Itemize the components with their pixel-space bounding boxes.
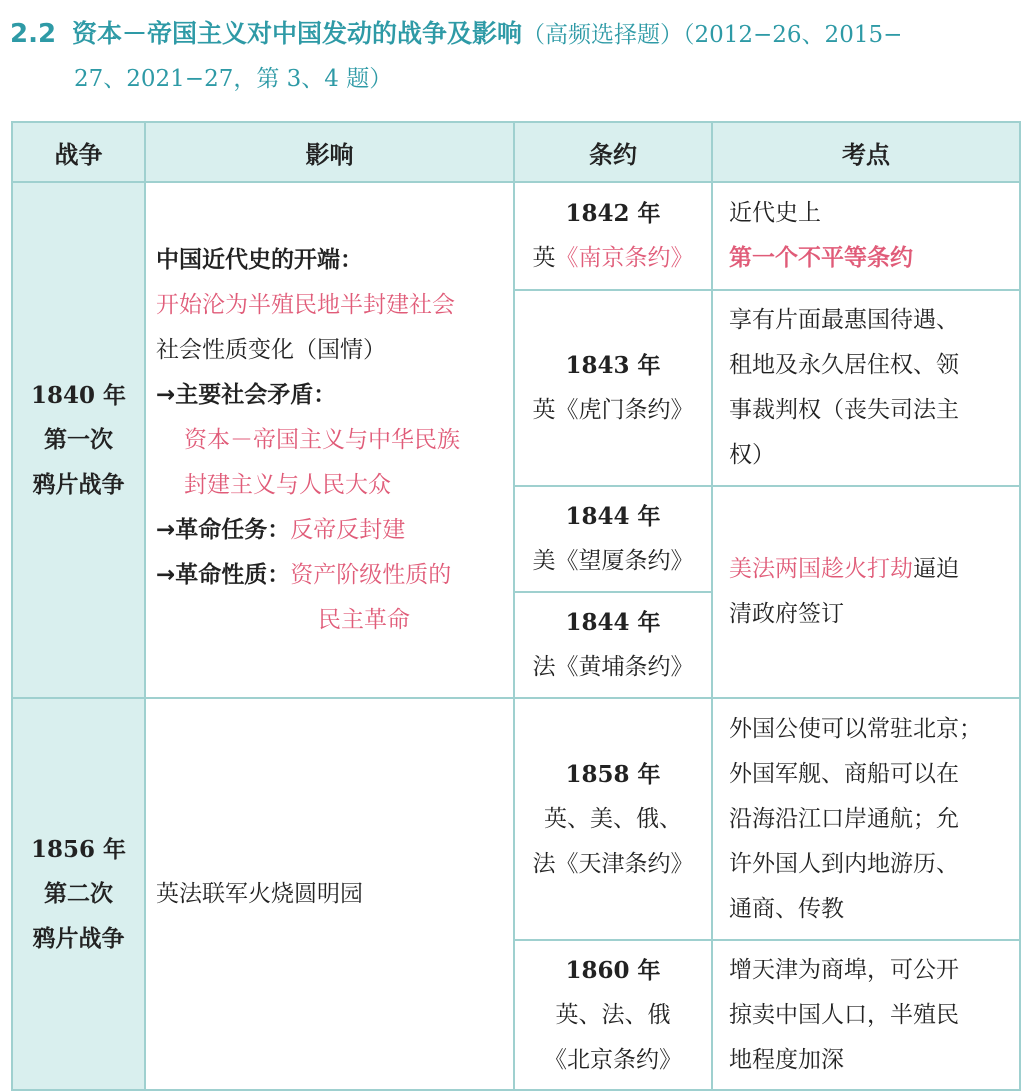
treaty-party: 英 — [532, 397, 556, 423]
header-point: 考点 — [712, 122, 1020, 182]
war-name: 鸦片战争 — [32, 925, 125, 952]
treaty-name: 《南京条约》 — [555, 245, 694, 271]
point-cell — [712, 486, 1020, 698]
point-text: 近代史上 — [729, 200, 821, 226]
header-impact: 影响 — [145, 122, 514, 182]
treaty-year: 1860 年 — [565, 956, 661, 984]
treaty-year: 1858 年 — [565, 760, 661, 788]
point-text: 许外国人到内地游历、 — [729, 850, 959, 877]
impact-cell-first — [145, 182, 514, 698]
section-number: 2.2 — [10, 19, 57, 49]
treaty-cell — [514, 698, 712, 940]
point-text: 增天津为商埠，可公开 — [729, 956, 959, 983]
war-year: 1840 年 — [30, 381, 127, 409]
treaty-cell — [514, 182, 712, 290]
point-text: 逼迫 — [913, 556, 959, 582]
point-text: 享有片面最惠国待遇、 — [729, 307, 959, 333]
point-text: 外国军舰、商船可以在 — [729, 760, 959, 787]
point-highlight: 第一个不平等条约 — [729, 245, 913, 271]
section-heading — [10, 12, 1020, 101]
treaty-year: 1842 年 — [565, 200, 661, 227]
treaty-name: 法《天津条约》 — [532, 850, 694, 877]
impact-label: →革命性质： — [156, 561, 291, 588]
wars-table — [11, 121, 1021, 1091]
impact-text: 社会性质变化（国情） — [156, 336, 386, 363]
treaty-party: 英、美、俄、 — [544, 805, 682, 832]
treaty-cell — [514, 486, 712, 592]
point-text: 掠卖中国人口，半殖民 — [729, 1001, 959, 1028]
impact-highlight: 开始沦为半殖民地半封建社会 — [156, 291, 455, 318]
treaty-year: 1844 年 — [565, 503, 661, 530]
impact-text: 英法联军火烧圆明园 — [156, 880, 363, 907]
point-text: 权） — [729, 442, 775, 468]
war-name: 鸦片战争 — [32, 471, 125, 498]
treaty-cell — [514, 290, 712, 486]
point-text: 事裁判权（丧失司法主 — [729, 397, 959, 423]
treaty-name: 《北京条约》 — [544, 1046, 682, 1073]
impact-highlight: 民主革命 — [318, 606, 410, 633]
impact-highlight: 资产阶级性质的 — [290, 561, 452, 588]
impact-highlight: 资本－帝国主义与中华民族 — [184, 426, 460, 453]
war-year: 1856 年 — [30, 835, 127, 863]
point-text: 租地及永久居住权、领 — [729, 352, 959, 378]
war-name: 第二次 — [44, 880, 113, 907]
treaty-cell — [514, 940, 712, 1090]
section-title: 资本－帝国主义对中国发动的战争及影响 — [71, 19, 522, 48]
treaty-year: 1843 年 — [565, 352, 661, 379]
point-text: 清政府签订 — [729, 601, 844, 627]
treaty-cell — [514, 592, 712, 698]
point-text: 沿海沿江口岸通航；允 — [729, 805, 959, 832]
point-text: 外国公使可以常驻北京； — [729, 715, 982, 742]
point-text: 通商、传教 — [729, 895, 844, 922]
table-row — [12, 698, 1020, 940]
point-text: 地程度加深 — [729, 1046, 844, 1073]
war-cell-second — [12, 698, 145, 1090]
impact-label: →革命任务： — [156, 516, 291, 543]
point-cell — [712, 290, 1020, 486]
impact-text: →主要社会矛盾： — [156, 381, 337, 408]
section-note-line2: 27、2021−27，第 3、4 题） — [74, 66, 393, 92]
war-cell-first — [12, 182, 145, 698]
header-row — [12, 122, 1020, 182]
point-highlight: 美法两国趁火打劫 — [729, 556, 913, 582]
section-note: （高频选择题）（2012−26、2015− — [521, 22, 903, 48]
table-row — [12, 182, 1020, 290]
treaty-name: 《望厦条约》 — [555, 548, 694, 574]
header-war: 战争 — [12, 122, 145, 182]
impact-intro: 中国近代史的开端： — [156, 246, 363, 273]
impact-highlight: 封建主义与人民大众 — [184, 471, 391, 498]
point-cell — [712, 698, 1020, 940]
point-cell — [712, 182, 1020, 290]
treaty-party: 美 — [532, 548, 556, 574]
war-name: 第一次 — [44, 426, 113, 453]
header-treaty: 条约 — [514, 122, 712, 182]
impact-cell-second — [145, 698, 514, 1090]
treaty-name: 《黄埔条约》 — [555, 654, 694, 680]
point-cell — [712, 940, 1020, 1090]
treaty-party: 法 — [532, 654, 556, 680]
impact-highlight: 反帝反封建 — [290, 516, 406, 543]
treaty-party: 英、法、俄 — [555, 1001, 671, 1028]
treaty-name: 《虎门条约》 — [555, 397, 694, 423]
treaty-year: 1844 年 — [565, 609, 661, 636]
treaty-party: 英 — [532, 245, 556, 271]
